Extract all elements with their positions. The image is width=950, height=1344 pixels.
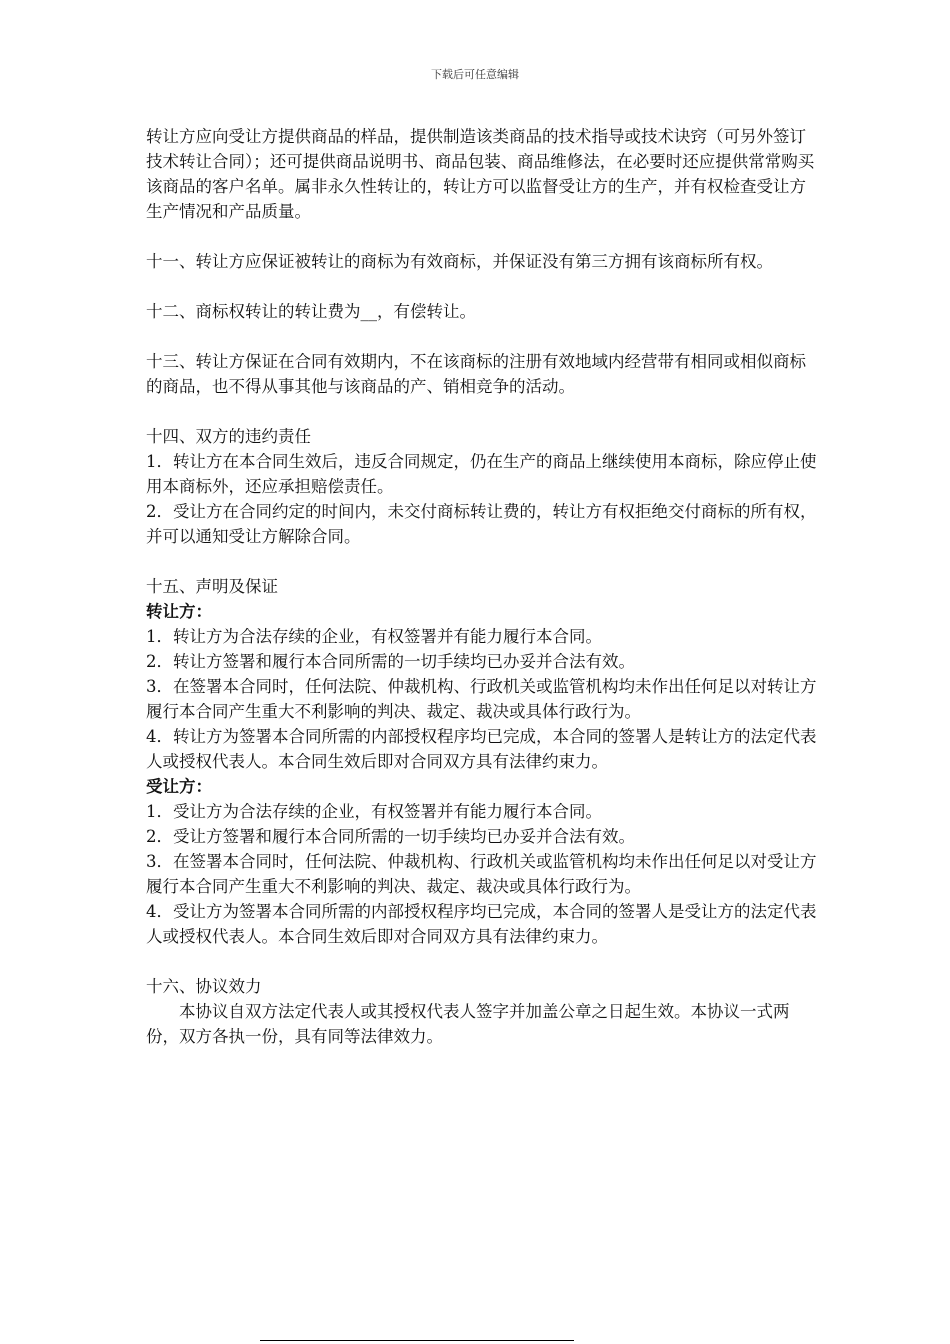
clause-14-heading: 十四、双方的违约责任 (146, 427, 311, 446)
transferor-item-3: 3．在签署本合同时，任何法院、仲裁机构、行政机关或监管机构均未作出任何足以对转让方履行本合同产生重大不利影响的判决、裁定、裁决或具体行政行为。 (146, 677, 817, 721)
clause-11: 十一、转让方应保证被转让的商标为有效商标，并保证没有第三方拥有该商标所有权。 (146, 252, 773, 271)
clause-14-item-1: 1．转让方在本合同生效后，违反合同规定，仍在生产的商品上继续使用本商标，除应停止使用本商标外，还应承担赔偿责任。 (146, 452, 817, 496)
transferee-heading: 受让方： (146, 777, 212, 796)
document-body (146, 124, 818, 1049)
clause-15-heading: 十五、声明及保证 (146, 577, 278, 596)
clause-16-body: 本协议自双方法定代表人或其授权代表人签字并加盖公章之日起生效。本协议一式两份，双方各执一份，具有同等法律效力。 (146, 1002, 790, 1046)
page-header: 下载后可任意编辑 (431, 68, 519, 81)
transferor-item-2: 2．转让方签署和履行本合同所需的一切手续均已办妥并合法有效。 (146, 652, 635, 671)
clause-13: 十三、转让方保证在合同有效期内，不在该商标的注册有效地域内经营带有相同或相似商标的商品，也不得从事其他与该商品的产、销相竞争的活动。 (146, 352, 806, 396)
transferor-item-1: 1．转让方为合法存续的企业，有权签署并有能力履行本合同。 (146, 627, 602, 646)
transferee-item-1: 1．受让方为合法存续的企业，有权签署并有能力履行本合同。 (146, 802, 602, 821)
transferee-item-3: 3．在签署本合同时，任何法院、仲裁机构、行政机关或监管机构均未作出任何足以对受让方履行本合同产生重大不利影响的判决、裁定、裁决或具体行政行为。 (146, 852, 817, 896)
footer-divider (260, 1340, 574, 1341)
transferee-item-4: 4．受让方为签署本合同所需的内部授权程序均已完成，本合同的签署人是受让方的法定代表人或授权代表人。本合同生效后即对合同双方具有法律约束力。 (146, 902, 817, 946)
clause-16-heading: 十六、协议效力 (146, 977, 262, 996)
transferor-heading: 转让方： (146, 602, 212, 621)
paragraph-technical-support: 转让方应向受让方提供商品的样品，提供制造该类商品的技术指导或技术诀窍（可另外签订技术转让合同）；还可提供商品说明书、商品包装、商品维修法，在必要时还应提供常常购买该商品的客户名单。属非永久性转让的，转让方可以监督受让方的生产，并有权检查受让方生产情况和产品质量。 (146, 127, 815, 221)
transferor-item-4: 4．转让方为签署本合同所需的内部授权程序均已完成，本合同的签署人是转让方的法定代表人或授权代表人。本合同生效后即对合同双方具有法律约束力。 (146, 727, 817, 771)
transferee-item-2: 2．受让方签署和履行本合同所需的一切手续均已办妥并合法有效。 (146, 827, 635, 846)
clause-12: 十二、商标权转让的转让费为__，有偿转让。 (146, 302, 476, 321)
clause-14-item-2: 2．受让方在合同约定的时间内，未交付商标转让费的，转让方有权拒绝交付商标的所有权，并可以通知受让方解除合同。 (146, 502, 817, 546)
